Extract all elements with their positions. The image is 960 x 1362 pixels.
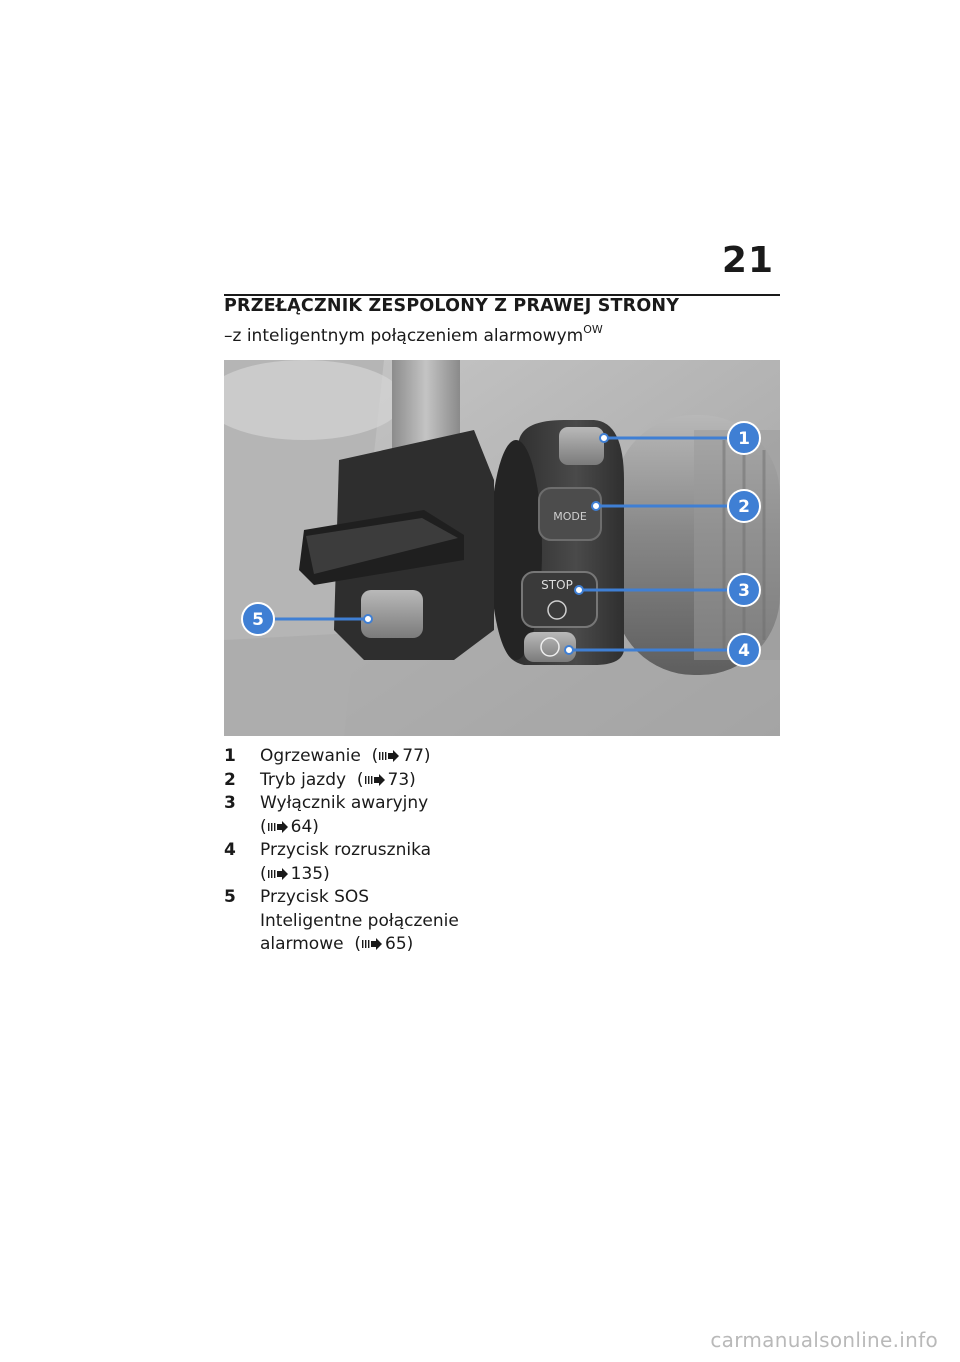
handlebar-switch-photo — [224, 360, 780, 736]
legend-item-text — [260, 792, 564, 839]
legend-item-number: 2 — [224, 769, 236, 790]
callout-number: 3 — [738, 581, 750, 601]
legend-item-line — [260, 769, 564, 793]
legend-item-label: Tryb jazdy — [260, 769, 347, 790]
legend-item-label: Ogrzewanie — [260, 746, 361, 766]
legend-item — [224, 745, 564, 769]
legend-item — [224, 769, 564, 793]
page-reference-link[interactable]: ( 64) — [260, 816, 319, 837]
legend-item-number: 3 — [224, 793, 236, 813]
page-number: 21 — [721, 240, 774, 281]
legend-item — [224, 886, 564, 957]
legend-item-label: Inteligentne połączenie — [260, 910, 459, 931]
legend-item-text — [260, 886, 564, 957]
callout-number: 4 — [738, 641, 750, 661]
legend-item-line — [260, 863, 564, 887]
legend-item — [224, 839, 564, 886]
reference-arrow-icon — [268, 864, 288, 876]
reference-arrow-icon — [268, 817, 288, 829]
legend-item-number: 5 — [224, 887, 236, 907]
legend-item-line — [260, 839, 564, 863]
legend-item-text — [260, 745, 564, 769]
reference-arrow-icon — [365, 770, 385, 782]
legend-item-label: Przycisk SOS — [260, 887, 370, 907]
stop-switch-label: STOP — [541, 578, 573, 592]
page-reference-link[interactable]: ( 77) — [371, 746, 431, 766]
callout-number: 1 — [738, 429, 750, 449]
page-reference-number: 64 — [290, 816, 313, 837]
section-subtitle — [224, 323, 603, 346]
legend-item-label: Wyłącznik awaryjny — [260, 793, 429, 813]
subtitle-text: –z inteligentnym połączeniem alarmowym — [224, 326, 584, 346]
legend-item-line — [260, 910, 564, 934]
legend-item-label: Przycisk rozrusznika — [260, 840, 432, 860]
watermark: carmanualsonline.info — [710, 1328, 938, 1352]
legend-item-text — [260, 769, 564, 793]
legend-list — [224, 745, 564, 957]
legend-item-text — [260, 839, 564, 886]
legend-item — [224, 792, 564, 839]
legend-item-line — [260, 745, 564, 769]
legend-item-line — [260, 792, 564, 816]
legend-item-number: 4 — [224, 840, 236, 860]
reference-arrow-icon — [379, 746, 399, 758]
callout-number: 5 — [252, 610, 264, 630]
section-title: PRZEŁĄCZNIK ZESPOLONY Z PRAWEJ STRONY — [224, 296, 680, 316]
page-reference-number: 73 — [387, 769, 410, 790]
reference-arrow-icon — [362, 934, 382, 946]
callout-number: 2 — [738, 497, 750, 517]
legend-item-line — [260, 816, 564, 840]
page-reference-link[interactable]: ( 73) — [356, 769, 416, 790]
page-reference-link[interactable]: ( 65) — [354, 934, 414, 954]
page-reference-number: 135 — [290, 863, 324, 884]
legend-item-number: 1 — [224, 746, 236, 766]
mode-button-label: MODE — [553, 510, 587, 523]
legend-item-label: alarmowe — [260, 934, 344, 954]
page-reference-number: 77 — [402, 746, 424, 766]
subtitle-superscript: OW — [583, 323, 603, 336]
legend-item-line — [260, 886, 564, 910]
page-reference-number: 65 — [385, 934, 407, 954]
legend-item-line — [260, 933, 564, 957]
page-reference-link[interactable]: ( 135) — [260, 863, 330, 884]
